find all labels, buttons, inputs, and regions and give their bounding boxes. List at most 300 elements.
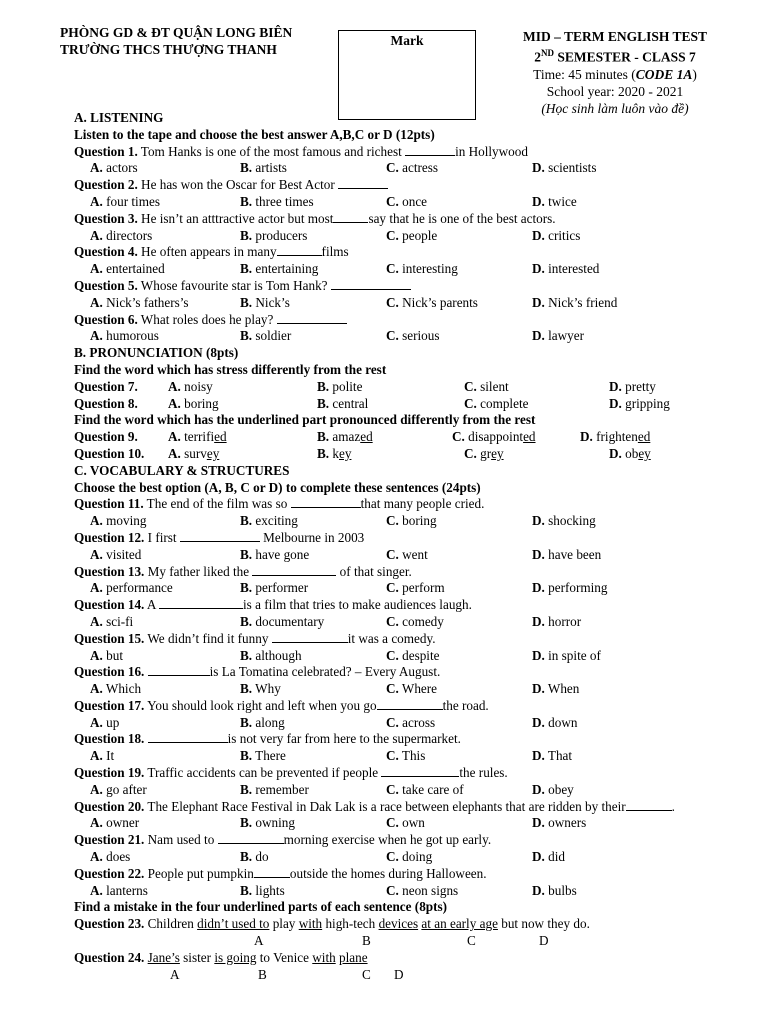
option-q10-a[interactable]	[168, 446, 219, 463]
option-text: despite	[402, 647, 440, 663]
question-q9-label: Question 9.	[74, 429, 138, 445]
option-letter: A.	[90, 781, 103, 797]
school-name: TRƯỜNG THCS THƯỢNG THANH	[60, 42, 277, 57]
question-q18-label: Question 18.	[74, 731, 145, 747]
option-q2-d[interactable]	[532, 194, 577, 211]
option-letter: C.	[386, 647, 399, 663]
option-text: remember	[255, 781, 309, 797]
option-q14-c[interactable]	[386, 614, 444, 631]
option-text: own	[402, 815, 425, 831]
option-q3-b[interactable]	[240, 228, 307, 245]
question-q7-label: Question 7.	[74, 378, 138, 394]
question-q20-blank[interactable]	[626, 799, 672, 811]
question-q1-blank[interactable]	[405, 144, 455, 156]
option-underlined-part: ey	[338, 445, 352, 461]
option-q10-d[interactable]	[609, 446, 651, 463]
question-q16-text-end: is La Tomatina celebrated? – Every August.	[209, 664, 441, 680]
option-q4-b[interactable]	[240, 261, 318, 278]
question-q2-label: Question 2.	[74, 177, 138, 193]
option-q19-d[interactable]	[532, 782, 574, 799]
option-q7-c[interactable]	[464, 379, 509, 396]
option-q16-c[interactable]	[386, 681, 437, 698]
question-q13-line	[74, 564, 714, 581]
question-q12-blank[interactable]	[180, 530, 260, 542]
option-text: entertained	[106, 261, 165, 277]
option-letter: C.	[386, 681, 399, 697]
option-letter: D.	[532, 513, 545, 529]
question-q21-text-end: morning exercise when he got up early.	[283, 832, 492, 848]
option-text: ob	[625, 445, 639, 461]
option-text: along	[255, 714, 285, 730]
option-q21-a[interactable]	[90, 849, 130, 866]
option-text: k	[332, 445, 339, 461]
option-text: producers	[255, 227, 308, 243]
option-text: although	[255, 647, 302, 663]
question-q3-text: He isn’t an atttractive actor but most	[137, 210, 334, 226]
option-q13-c[interactable]	[386, 580, 445, 597]
question-q21-label: Question 21.	[74, 832, 145, 848]
option-q4-c[interactable]	[386, 261, 458, 278]
option-text: performing	[548, 580, 608, 596]
option-q6-c[interactable]	[386, 328, 440, 345]
option-q5-a[interactable]	[90, 295, 189, 312]
option-letter: A.	[90, 714, 103, 730]
option-q17-a[interactable]	[90, 715, 119, 732]
option-text: scientists	[548, 160, 597, 176]
option-letter: C.	[386, 781, 399, 797]
option-letter: C.	[386, 160, 399, 176]
question-q5-line	[74, 278, 714, 295]
option-letter: B.	[240, 882, 253, 898]
question-q19-blank[interactable]	[381, 765, 459, 777]
option-text: Why	[255, 681, 281, 697]
test-code: CODE 1A	[635, 66, 693, 82]
option-letter: D.	[532, 849, 545, 865]
option-letter: D.	[532, 294, 545, 310]
question-q12-text: I first	[144, 529, 180, 545]
question-q23-letters	[74, 933, 714, 950]
question-q7-line	[74, 379, 714, 396]
mark-label: Mark	[390, 33, 424, 48]
question-q4-blank[interactable]	[277, 244, 322, 256]
section-b-title	[74, 345, 714, 362]
option-q1-b[interactable]	[240, 160, 287, 177]
option-letter: D.	[609, 445, 622, 461]
option-letter: B.	[240, 647, 253, 663]
option-text: polite	[332, 378, 363, 394]
question-q19-text: Traffic accidents can be prevented if people	[144, 765, 382, 781]
question-q11-label: Question 11.	[74, 496, 144, 512]
option-q8-b[interactable]	[317, 396, 368, 413]
option-letter: D.	[532, 613, 545, 629]
option-text: artists	[255, 160, 287, 176]
option-q9-d[interactable]	[580, 429, 650, 446]
option-q21-b[interactable]	[240, 849, 269, 866]
option-q16-d[interactable]	[532, 681, 579, 698]
option-text: have been	[548, 546, 602, 562]
option-text: sci-fi	[106, 613, 134, 629]
option-q13-b[interactable]	[240, 580, 308, 597]
option-letter: D.	[580, 429, 593, 445]
question-q15-blank[interactable]	[272, 631, 348, 643]
option-q2-c[interactable]	[386, 194, 427, 211]
question-q24-line	[74, 950, 714, 967]
question-q16-line	[74, 664, 714, 681]
option-letter: D.	[532, 781, 545, 797]
school-year: School year: 2020 - 2021	[546, 83, 684, 99]
semester-suffix: ND	[540, 48, 554, 58]
question-q14-blank[interactable]	[159, 597, 243, 609]
answer-letter-c: C	[467, 933, 476, 949]
option-q14-a[interactable]	[90, 614, 133, 631]
option-q9-b[interactable]	[317, 429, 373, 446]
option-q22-b[interactable]	[240, 883, 285, 900]
option-q1-c[interactable]	[386, 160, 438, 177]
underlined-part-c: devices	[378, 916, 419, 932]
question-q12-label: Question 12.	[74, 529, 145, 545]
question-q14-line	[74, 597, 714, 614]
question-q20-text: The Elephant Race Festival in Dak Lak is a race between elephants that are ridden by their	[144, 798, 626, 814]
option-q3-d[interactable]	[532, 228, 580, 245]
answer-letter-b: B	[258, 966, 267, 982]
question-q5-blank[interactable]	[331, 278, 411, 290]
option-q19-b[interactable]	[240, 782, 309, 799]
option-letter: B.	[240, 849, 253, 865]
option-text: owners	[548, 815, 587, 831]
time-line	[500, 66, 730, 83]
question-q3-blank[interactable]	[333, 211, 368, 223]
option-q3-c[interactable]	[386, 228, 437, 245]
option-text: performance	[106, 580, 173, 596]
answer-letter-a: A	[170, 966, 180, 982]
option-letter: A.	[90, 580, 103, 596]
option-q18-b[interactable]	[240, 748, 286, 765]
question-q3-line	[74, 211, 714, 228]
question-q20-text-end: .	[671, 798, 675, 814]
option-q11-a[interactable]	[90, 513, 146, 530]
option-text: serious	[402, 328, 440, 344]
option-text: moving	[106, 513, 147, 529]
question-q5-label: Question 5.	[74, 277, 138, 293]
option-q13-a[interactable]	[90, 580, 173, 597]
option-q8-c[interactable]	[464, 396, 528, 413]
option-text: performer	[255, 580, 309, 596]
option-letter: D.	[532, 681, 545, 697]
option-text: lanterns	[106, 882, 148, 898]
question-q12-options	[74, 547, 714, 564]
option-underlined-part: ed	[523, 429, 536, 445]
option-letter: A.	[90, 849, 103, 865]
question-q22-text: People put pumpkin	[144, 865, 254, 881]
question-q23-text: but now they do.	[497, 916, 590, 932]
question-q1-options	[74, 160, 714, 177]
option-q10-c[interactable]	[464, 446, 504, 463]
option-q12-c[interactable]	[386, 547, 428, 564]
answer-letter-d: D	[394, 966, 404, 982]
option-q15-a[interactable]	[90, 648, 123, 665]
option-text: Nick’s friend	[548, 294, 618, 310]
option-text: actress	[402, 160, 439, 176]
option-q7-b[interactable]	[317, 379, 362, 396]
option-q17-c[interactable]	[386, 715, 435, 732]
option-q21-d[interactable]	[532, 849, 565, 866]
option-q12-d[interactable]	[532, 547, 601, 564]
question-q21-text: Nam used to	[144, 832, 218, 848]
option-text: neon signs	[402, 882, 459, 898]
question-q22-blank[interactable]	[254, 866, 290, 878]
option-text: entertaining	[255, 261, 319, 277]
option-underlined-part: ey	[491, 445, 504, 461]
question-q11-options	[74, 513, 714, 530]
question-q17-blank[interactable]	[377, 698, 443, 710]
time-text: Time: 45 minutes (	[533, 66, 636, 82]
question-q18-line	[74, 731, 714, 748]
option-letter: C.	[386, 227, 399, 243]
option-letter: A.	[90, 748, 103, 764]
option-text: have gone	[255, 546, 310, 562]
option-q6-a[interactable]	[90, 328, 159, 345]
stress-instruction-text: Find the word which has stress differently from the rest	[74, 361, 387, 377]
option-q21-c[interactable]	[386, 849, 432, 866]
option-text: across	[402, 714, 436, 730]
option-letter: C.	[386, 815, 399, 831]
vocabulary-instruction-text: Choose the best option (A, B, C or D) to complete these sentences (24pts)	[74, 479, 481, 495]
question-q14-options	[74, 614, 714, 631]
option-q8-a[interactable]	[168, 396, 219, 413]
option-letter: D.	[532, 193, 545, 209]
question-q24-text: sister	[179, 949, 215, 965]
option-text: gripping	[625, 395, 670, 411]
option-text: go after	[106, 781, 147, 797]
option-letter: C.	[386, 546, 399, 562]
question-q14-label: Question 14.	[74, 597, 145, 613]
option-text: visited	[106, 546, 142, 562]
option-q20-b[interactable]	[240, 815, 295, 832]
option-text: up	[106, 714, 120, 730]
option-q18-d[interactable]	[532, 748, 572, 765]
underlined-part-b: is going	[214, 949, 257, 965]
option-text: shocking	[548, 513, 596, 529]
option-text: three times	[255, 193, 314, 209]
option-letter: A.	[90, 815, 103, 831]
option-text: boring	[184, 395, 219, 411]
answer-letter-a: A	[254, 933, 264, 949]
option-text: surv	[184, 445, 207, 461]
option-q22-a[interactable]	[90, 883, 148, 900]
option-q22-c[interactable]	[386, 883, 458, 900]
option-q1-a[interactable]	[90, 160, 138, 177]
question-q16-blank[interactable]	[148, 664, 210, 676]
option-q6-b[interactable]	[240, 328, 291, 345]
mistake-instruction-text: Find a mistake in the four underlined parts of each sentence (8pts)	[74, 899, 448, 915]
option-q11-c[interactable]	[386, 513, 437, 530]
option-letter: A.	[90, 160, 103, 176]
underlined-part-d: at an early age	[421, 916, 498, 932]
question-q6-blank[interactable]	[277, 312, 347, 324]
option-q16-a[interactable]	[90, 681, 141, 698]
question-q20-options	[74, 815, 714, 832]
question-q8-line	[74, 396, 714, 413]
question-q15-text-end: it was a comedy.	[347, 630, 436, 646]
option-q17-d[interactable]	[532, 715, 577, 732]
option-letter: C.	[386, 613, 399, 629]
option-q14-b[interactable]	[240, 614, 324, 631]
school-header	[60, 24, 292, 58]
option-q11-b[interactable]	[240, 513, 298, 530]
question-q21-blank[interactable]	[218, 832, 284, 844]
question-q21-line	[74, 832, 714, 849]
question-q20-line	[74, 799, 714, 816]
option-letter: B.	[240, 714, 253, 730]
option-q19-c[interactable]	[386, 782, 464, 799]
option-letter: B.	[317, 429, 330, 445]
option-q4-d[interactable]	[532, 261, 599, 278]
option-q16-b[interactable]	[240, 681, 281, 698]
option-q14-d[interactable]	[532, 614, 581, 631]
option-letter: A.	[90, 328, 103, 344]
option-text: lawyer	[548, 328, 585, 344]
question-q11-blank[interactable]	[291, 496, 361, 508]
answer-letter-b: B	[362, 933, 371, 949]
question-q2-blank[interactable]	[338, 177, 388, 189]
option-q12-b[interactable]	[240, 547, 309, 564]
option-letter: B.	[240, 294, 253, 310]
option-q3-a[interactable]	[90, 228, 152, 245]
option-letter: D.	[532, 714, 545, 730]
option-q4-a[interactable]	[90, 261, 165, 278]
option-text: doing	[402, 849, 433, 865]
option-q12-a[interactable]	[90, 547, 141, 564]
option-letter: A.	[168, 429, 181, 445]
question-q23-text: play	[269, 916, 299, 932]
option-q7-a[interactable]	[168, 379, 213, 396]
option-text: frighten	[596, 429, 638, 445]
option-q18-a[interactable]	[90, 748, 114, 765]
instruction-note: (Học sinh làm luôn vào đề)	[541, 100, 689, 116]
option-q19-a[interactable]	[90, 782, 147, 799]
question-q1-text: Tom Hanks is one of the most famous and richest	[137, 143, 406, 159]
question-q18-blank[interactable]	[148, 731, 228, 743]
option-q10-b[interactable]	[317, 446, 351, 463]
underlined-part-b: with	[298, 916, 323, 932]
option-letter: B.	[240, 681, 253, 697]
vocabulary-instruction	[74, 480, 714, 497]
question-q16-label: Question 16.	[74, 664, 145, 680]
option-q22-d[interactable]	[532, 883, 577, 900]
question-q8-label: Question 8.	[74, 395, 138, 411]
option-letter: C.	[464, 378, 477, 394]
section-c-title	[74, 463, 714, 480]
option-q15-c[interactable]	[386, 648, 439, 665]
option-q2-a[interactable]	[90, 194, 160, 211]
option-q9-a[interactable]	[168, 429, 227, 446]
option-text: interesting	[402, 261, 458, 277]
option-q18-c[interactable]	[386, 748, 425, 765]
option-letter: C.	[386, 882, 399, 898]
option-q7-d[interactable]	[609, 379, 656, 396]
test-header	[500, 28, 730, 117]
option-text: Nick’s	[255, 294, 290, 310]
question-q23-label: Question 23.	[74, 916, 145, 932]
option-q8-d[interactable]	[609, 396, 670, 413]
option-q2-b[interactable]	[240, 194, 314, 211]
option-text: went	[402, 546, 428, 562]
question-q13-text-end: of that singer.	[336, 563, 412, 579]
question-q21-options	[74, 849, 714, 866]
option-q13-d[interactable]	[532, 580, 607, 597]
option-q1-d[interactable]	[532, 160, 596, 177]
answer-letter-d: D	[539, 933, 549, 949]
mark-box	[338, 30, 476, 120]
option-q20-d[interactable]	[532, 815, 586, 832]
question-q15-line	[74, 631, 714, 648]
option-text: people	[402, 227, 438, 243]
semester-number: 2	[534, 49, 541, 65]
option-q9-c[interactable]	[452, 429, 536, 446]
question-q14-text-end: is a film that tries to make audiences laugh.	[243, 597, 472, 613]
option-q5-c[interactable]	[386, 295, 478, 312]
option-text: do	[255, 849, 269, 865]
option-letter: A.	[90, 193, 103, 209]
time-close: )	[692, 66, 697, 82]
option-text: bulbs	[548, 882, 577, 898]
question-q5-text: Whose favourite star is Tom Hank?	[137, 277, 331, 293]
question-q17-label: Question 17.	[74, 697, 145, 713]
option-q20-a[interactable]	[90, 815, 139, 832]
option-q17-b[interactable]	[240, 715, 285, 732]
option-text: humorous	[106, 328, 159, 344]
option-text: It	[106, 748, 115, 764]
option-text: in spite of	[548, 647, 601, 663]
semester-class	[500, 45, 730, 66]
option-letter: B.	[240, 193, 253, 209]
question-q22-options	[74, 883, 714, 900]
option-text: obey	[548, 781, 574, 797]
option-text: interested	[548, 261, 600, 277]
option-q6-d[interactable]	[532, 328, 584, 345]
question-q6-text: What roles does he play?	[137, 311, 277, 327]
question-q11-text: The end of the film was so	[143, 496, 291, 512]
section-c-title-text: C. VOCABULARY & STRUCTURES	[74, 462, 290, 478]
option-letter: A.	[168, 445, 181, 461]
option-letter: C.	[386, 849, 399, 865]
option-q11-d[interactable]	[532, 513, 596, 530]
option-text: documentary	[255, 613, 325, 629]
option-q15-b[interactable]	[240, 648, 302, 665]
mistake-instruction	[74, 899, 714, 916]
question-q11-text-end: that many people cried.	[360, 496, 485, 512]
option-letter: B.	[317, 378, 330, 394]
option-q15-d[interactable]	[532, 648, 601, 665]
option-q5-d[interactable]	[532, 295, 617, 312]
option-text: critics	[548, 227, 581, 243]
option-letter: C.	[464, 395, 477, 411]
question-q13-blank[interactable]	[252, 564, 336, 576]
option-letter: B.	[240, 546, 253, 562]
question-q4-line	[74, 244, 714, 261]
question-q19-line	[74, 765, 714, 782]
option-q20-c[interactable]	[386, 815, 425, 832]
option-text: That	[547, 748, 573, 764]
question-q17-options	[74, 715, 714, 732]
question-q6-line	[74, 312, 714, 329]
option-letter: B.	[317, 445, 330, 461]
option-letter: B.	[240, 227, 253, 243]
option-q5-b[interactable]	[240, 295, 290, 312]
option-letter: D.	[532, 580, 545, 596]
option-text: When	[547, 681, 580, 697]
underlined-part-a: didn’t used to	[197, 916, 270, 932]
